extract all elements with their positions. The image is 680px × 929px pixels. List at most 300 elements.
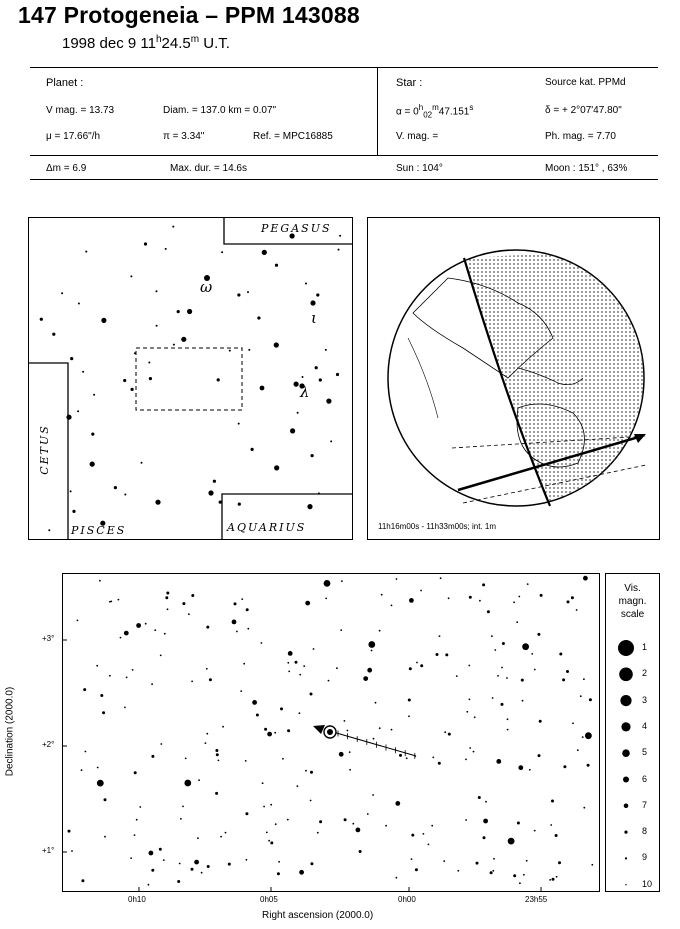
chart-star	[571, 596, 574, 599]
chart-star	[487, 610, 490, 613]
finder-star	[156, 290, 158, 292]
chart-star	[522, 643, 529, 650]
chart-star	[268, 840, 270, 842]
chart-star	[109, 675, 111, 677]
chart-star	[317, 832, 319, 834]
chart-star	[518, 596, 520, 598]
chart-star	[136, 623, 141, 628]
chart-star	[151, 755, 154, 758]
chart-star	[518, 765, 523, 770]
chart-star	[517, 822, 520, 825]
finder-stars	[37, 226, 341, 532]
finder-star	[318, 492, 320, 494]
chart-star	[139, 806, 141, 808]
globe-svg	[368, 218, 659, 539]
chart-star	[363, 676, 368, 681]
chart-star	[328, 680, 330, 682]
chart-star	[68, 830, 71, 833]
chart-star	[206, 626, 209, 629]
chart-star	[572, 722, 574, 724]
star-vmag: V. mag. =	[396, 131, 439, 142]
chart-star	[99, 580, 101, 582]
chart-star	[549, 879, 551, 881]
alpha-s: s	[469, 103, 474, 112]
finder-star	[339, 235, 341, 237]
finder-star	[148, 362, 150, 364]
chart-star	[534, 669, 536, 671]
legend-level-label: 3	[642, 694, 648, 705]
star-chart	[62, 573, 600, 892]
finder-star	[124, 494, 126, 496]
chart-star	[100, 694, 103, 697]
chart-star	[367, 813, 369, 815]
finder-star	[90, 462, 95, 467]
chart-star	[267, 732, 272, 737]
chart-star	[406, 757, 408, 759]
legend-level-label: 5	[642, 747, 648, 758]
chart-star	[492, 870, 494, 872]
chart-star	[124, 631, 129, 636]
constellation-pegasus: PEGASUS	[261, 222, 332, 235]
chart-star	[154, 629, 156, 631]
chart-star	[228, 863, 231, 866]
alpha-h: h	[418, 103, 424, 112]
finder-star	[326, 399, 331, 404]
finder-star	[48, 529, 50, 531]
chart-star	[444, 731, 446, 733]
chart-star	[436, 653, 439, 656]
chart-star	[130, 857, 132, 859]
chart-star	[252, 700, 257, 705]
finder-star	[274, 465, 279, 470]
finder-star	[40, 318, 43, 321]
finder-star	[187, 309, 192, 314]
chart-star	[132, 669, 134, 671]
chart-star	[222, 726, 224, 728]
chart-star	[305, 770, 307, 772]
legend-dot	[625, 857, 627, 859]
finder-star	[319, 378, 322, 381]
max-duration: Max. dur. = 14.6s	[170, 163, 247, 174]
chart-star	[576, 609, 578, 611]
chart-star	[519, 882, 521, 884]
finder-chart-svg	[29, 218, 352, 539]
chart-star	[443, 860, 445, 862]
chart-star	[184, 780, 191, 787]
finder-star	[325, 349, 327, 351]
legend-level-label: 2	[642, 668, 648, 679]
chart-star	[243, 663, 245, 665]
chart-star	[516, 621, 518, 623]
planet-diameter: Diam. = 137.0 km = 0.07"	[163, 105, 277, 116]
finder-star	[66, 415, 71, 420]
info-bottom-rule	[30, 179, 658, 180]
chart-star	[399, 754, 402, 757]
chart-star	[497, 675, 499, 677]
chart-star	[468, 665, 470, 667]
chart-star	[550, 824, 552, 826]
constellation-pisces: PISCES	[71, 524, 127, 537]
finder-star	[130, 275, 132, 277]
legend-dot	[624, 831, 627, 834]
chart-star	[513, 601, 515, 603]
finder-star	[82, 371, 84, 373]
chart-star	[385, 825, 387, 827]
chart-star	[490, 871, 493, 874]
y-axis-label: Declination (2000.0)	[4, 686, 16, 777]
chart-star	[299, 712, 301, 714]
info-top-rule	[30, 67, 658, 68]
legend-level-label: 6	[642, 773, 648, 784]
finder-bright-star	[208, 490, 213, 495]
chart-star	[287, 819, 289, 821]
hour-sup: h	[155, 34, 162, 45]
finder-star	[315, 366, 318, 369]
chart-star	[104, 836, 106, 838]
chart-star	[325, 598, 327, 600]
chart-star	[428, 844, 430, 846]
chart-star	[216, 753, 219, 756]
finder-star	[330, 440, 332, 442]
legend-dots	[618, 640, 634, 885]
finder-star	[275, 264, 278, 267]
legend-dot	[622, 749, 630, 757]
finder-star	[262, 250, 267, 255]
chart-star	[277, 872, 280, 875]
chart-star	[236, 631, 238, 633]
chart-star	[266, 832, 268, 834]
finder-star	[316, 293, 319, 296]
chart-star	[448, 733, 451, 736]
finder-star	[338, 249, 340, 251]
minute-sup: m	[190, 34, 200, 45]
chart-star	[523, 874, 525, 876]
chart-star	[165, 596, 168, 599]
chart-star	[507, 729, 509, 731]
chart-star	[539, 720, 542, 723]
finder-star	[172, 226, 174, 228]
chart-star	[264, 728, 267, 731]
chart-star	[160, 655, 162, 657]
chart-star	[367, 668, 372, 673]
x-axis-label: Right ascension (2000.0)	[262, 910, 374, 921]
chart-star	[352, 823, 354, 825]
chart-star	[85, 751, 87, 753]
chart-star	[559, 653, 562, 656]
chart-star	[336, 667, 338, 669]
chart-star	[439, 635, 441, 637]
chart-star	[415, 868, 418, 871]
chart-star	[182, 806, 184, 808]
legend-level-label: 10	[642, 878, 653, 889]
chart-star	[440, 577, 442, 579]
chart-star	[215, 792, 218, 795]
chart-star	[275, 823, 277, 825]
chart-star	[493, 858, 495, 860]
alpha-mid: 02	[423, 110, 433, 120]
chart-star	[102, 711, 105, 714]
chart-star	[207, 865, 210, 868]
chart-star	[379, 630, 381, 632]
globe-caption: 11h16m00s - 11h33m00s; int. 1m	[378, 522, 496, 531]
finder-star	[77, 410, 79, 412]
chart-star	[583, 807, 585, 809]
chart-star	[469, 699, 471, 701]
chart-star	[582, 736, 584, 738]
chart-star	[263, 806, 265, 808]
star-right-ascension	[396, 103, 473, 119]
xtick-label-23h55: 23h55	[525, 895, 548, 904]
finder-star	[131, 388, 134, 391]
alpha-m: m	[432, 103, 439, 112]
chart-star	[324, 580, 331, 587]
chart-star	[521, 679, 524, 682]
finder-star	[177, 310, 180, 313]
chart-star	[262, 782, 264, 784]
finder-star	[274, 342, 279, 347]
finder-star	[238, 503, 241, 506]
legend-level-label: 8	[642, 826, 648, 837]
chart-star	[148, 884, 150, 886]
finder-star	[297, 412, 299, 414]
observation-datetime	[62, 34, 230, 52]
chart-star	[310, 862, 313, 865]
chart-star	[201, 872, 203, 874]
chart-star	[359, 850, 362, 853]
chart-star	[381, 594, 383, 596]
finder-star	[123, 379, 126, 382]
chart-star	[513, 874, 516, 877]
legend-level-label: 7	[642, 799, 648, 810]
chart-star	[391, 605, 393, 607]
chart-star	[577, 749, 579, 751]
chart-star	[191, 594, 194, 597]
chart-star	[483, 836, 486, 839]
chart-star	[432, 757, 434, 759]
chart-star	[411, 834, 414, 837]
chart-star	[247, 628, 249, 630]
alpha-sec: 47.151	[438, 106, 470, 118]
finder-star	[219, 501, 222, 504]
chart-star	[527, 583, 529, 585]
finder-star	[251, 448, 254, 451]
chart-star	[151, 869, 154, 872]
chart-star	[379, 727, 381, 729]
chart-star	[164, 633, 166, 635]
chart-star	[507, 718, 509, 720]
constellation-aquarius: AQUARIUS	[227, 521, 307, 534]
chart-star	[205, 742, 207, 744]
chart-star	[234, 602, 237, 605]
planet-vmag: V mag. = 13.73	[46, 105, 115, 116]
ytick-label-3: +3°	[42, 634, 55, 643]
finder-star	[238, 423, 240, 425]
chart-star	[558, 861, 561, 864]
finder-star	[61, 292, 63, 294]
chart-star	[551, 800, 554, 803]
chart-star	[241, 598, 243, 600]
chart-star	[163, 859, 165, 861]
chart-star	[126, 677, 128, 679]
xtick-label-0h10: 0h10	[128, 895, 146, 904]
chart-star	[508, 838, 515, 845]
chart-star	[583, 678, 585, 680]
finder-star	[181, 337, 186, 342]
finder-star	[336, 373, 339, 376]
star-label: Star :	[396, 77, 423, 89]
finder-star	[52, 333, 55, 336]
chart-star	[220, 836, 222, 838]
chart-star	[408, 715, 410, 717]
greek-iota: ι	[311, 309, 319, 327]
chart-star	[491, 635, 493, 637]
page-title: 147 Protogeneia – PPM 143088	[18, 2, 360, 28]
chart-star	[288, 651, 293, 656]
greek-omega: ω	[200, 278, 215, 296]
legend-svg	[606, 574, 659, 891]
chart-star	[473, 751, 475, 753]
finder-star	[141, 462, 143, 464]
chart-star	[310, 771, 313, 774]
chart-star	[287, 662, 289, 664]
chart-star	[349, 769, 351, 771]
ytick-label-1: +1°	[42, 846, 55, 855]
minutes-text: 24.5	[161, 35, 191, 52]
finder-star	[70, 490, 72, 492]
legend-dot	[621, 722, 630, 731]
chart-star	[375, 702, 377, 704]
chart-star	[552, 878, 555, 881]
chart-star	[198, 779, 200, 781]
chart-star	[160, 743, 162, 745]
track-arrow	[313, 725, 325, 734]
alpha-prefix: α = 0	[396, 106, 419, 118]
chart-star	[341, 580, 343, 582]
chart-star	[295, 661, 298, 664]
planet-label: Planet :	[46, 77, 84, 89]
chart-star	[297, 785, 299, 787]
finder-star	[149, 377, 152, 380]
chart-star	[538, 754, 541, 757]
xtick-label-0h00: 0h00	[398, 895, 416, 904]
chart-star	[270, 841, 273, 844]
chart-star	[483, 819, 488, 824]
chart-star	[299, 870, 304, 875]
chart-star	[476, 862, 479, 865]
chart-star	[420, 590, 422, 592]
chart-star	[310, 693, 313, 696]
chart-star	[179, 863, 181, 865]
finder-star	[213, 480, 216, 483]
chart-star	[120, 637, 122, 639]
chart-star	[97, 780, 104, 787]
finder-star	[155, 500, 160, 505]
finder-star	[156, 325, 158, 327]
chart-star	[166, 592, 169, 595]
chart-star	[466, 711, 468, 713]
chart-star	[465, 759, 467, 761]
legend-dot	[623, 777, 629, 783]
chart-star	[494, 649, 496, 651]
chart-star	[339, 752, 344, 757]
ut-text: U.T.	[199, 35, 230, 52]
chart-star	[529, 769, 531, 771]
chart-star	[96, 665, 98, 667]
chart-star	[469, 596, 472, 599]
chart-star	[583, 576, 588, 581]
chart-star	[191, 681, 193, 683]
chart-star	[340, 629, 342, 631]
chart-star	[313, 648, 315, 650]
chart-star	[534, 830, 536, 832]
finder-star	[257, 316, 260, 319]
chart-star	[185, 758, 187, 760]
finder-star	[305, 283, 307, 285]
finder-star	[70, 357, 73, 360]
chart-star	[274, 732, 276, 734]
chart-star	[368, 641, 375, 648]
finder-star	[302, 376, 304, 378]
chart-star	[556, 876, 558, 878]
finder-star	[248, 349, 250, 351]
chart-star	[215, 749, 218, 752]
chart-star	[373, 738, 375, 740]
chart-star	[396, 877, 398, 879]
chart-star	[563, 765, 566, 768]
finder-star	[144, 242, 147, 245]
chart-star	[188, 613, 190, 615]
chart-star	[149, 851, 154, 856]
legend-title-line3: scale	[620, 609, 645, 620]
finder-star	[91, 433, 94, 436]
finder-star	[237, 293, 240, 296]
legend-dot	[624, 804, 629, 809]
chart-star	[134, 834, 136, 836]
chart-star	[423, 833, 425, 835]
chart-star	[396, 578, 398, 580]
chart-star	[278, 861, 280, 863]
chart-star	[270, 804, 272, 806]
chart-star	[492, 697, 494, 699]
track-ticks	[338, 731, 415, 759]
chart-star	[591, 864, 593, 866]
chart-star	[104, 798, 107, 801]
chart-star	[580, 695, 582, 697]
finder-star	[247, 291, 249, 293]
chart-star	[445, 653, 448, 656]
chart-star	[225, 832, 227, 834]
chart-star	[191, 868, 194, 871]
chart-star	[256, 714, 259, 717]
chart-star	[420, 664, 423, 667]
chart-star	[501, 667, 503, 669]
chart-star	[474, 716, 476, 718]
chart-star	[555, 834, 558, 837]
chart-star	[287, 729, 290, 732]
chart-star	[194, 860, 199, 865]
chart-star	[197, 837, 199, 839]
chart-star	[261, 642, 263, 644]
chart-star	[118, 599, 120, 601]
chart-star	[305, 601, 310, 606]
chart-star	[347, 730, 349, 732]
chart-star	[303, 665, 305, 667]
chart-star	[456, 675, 458, 677]
ytick-label-2: +2°	[42, 740, 55, 749]
finder-star	[85, 251, 87, 253]
chart-star	[83, 688, 86, 691]
magnitude-legend	[605, 573, 660, 892]
